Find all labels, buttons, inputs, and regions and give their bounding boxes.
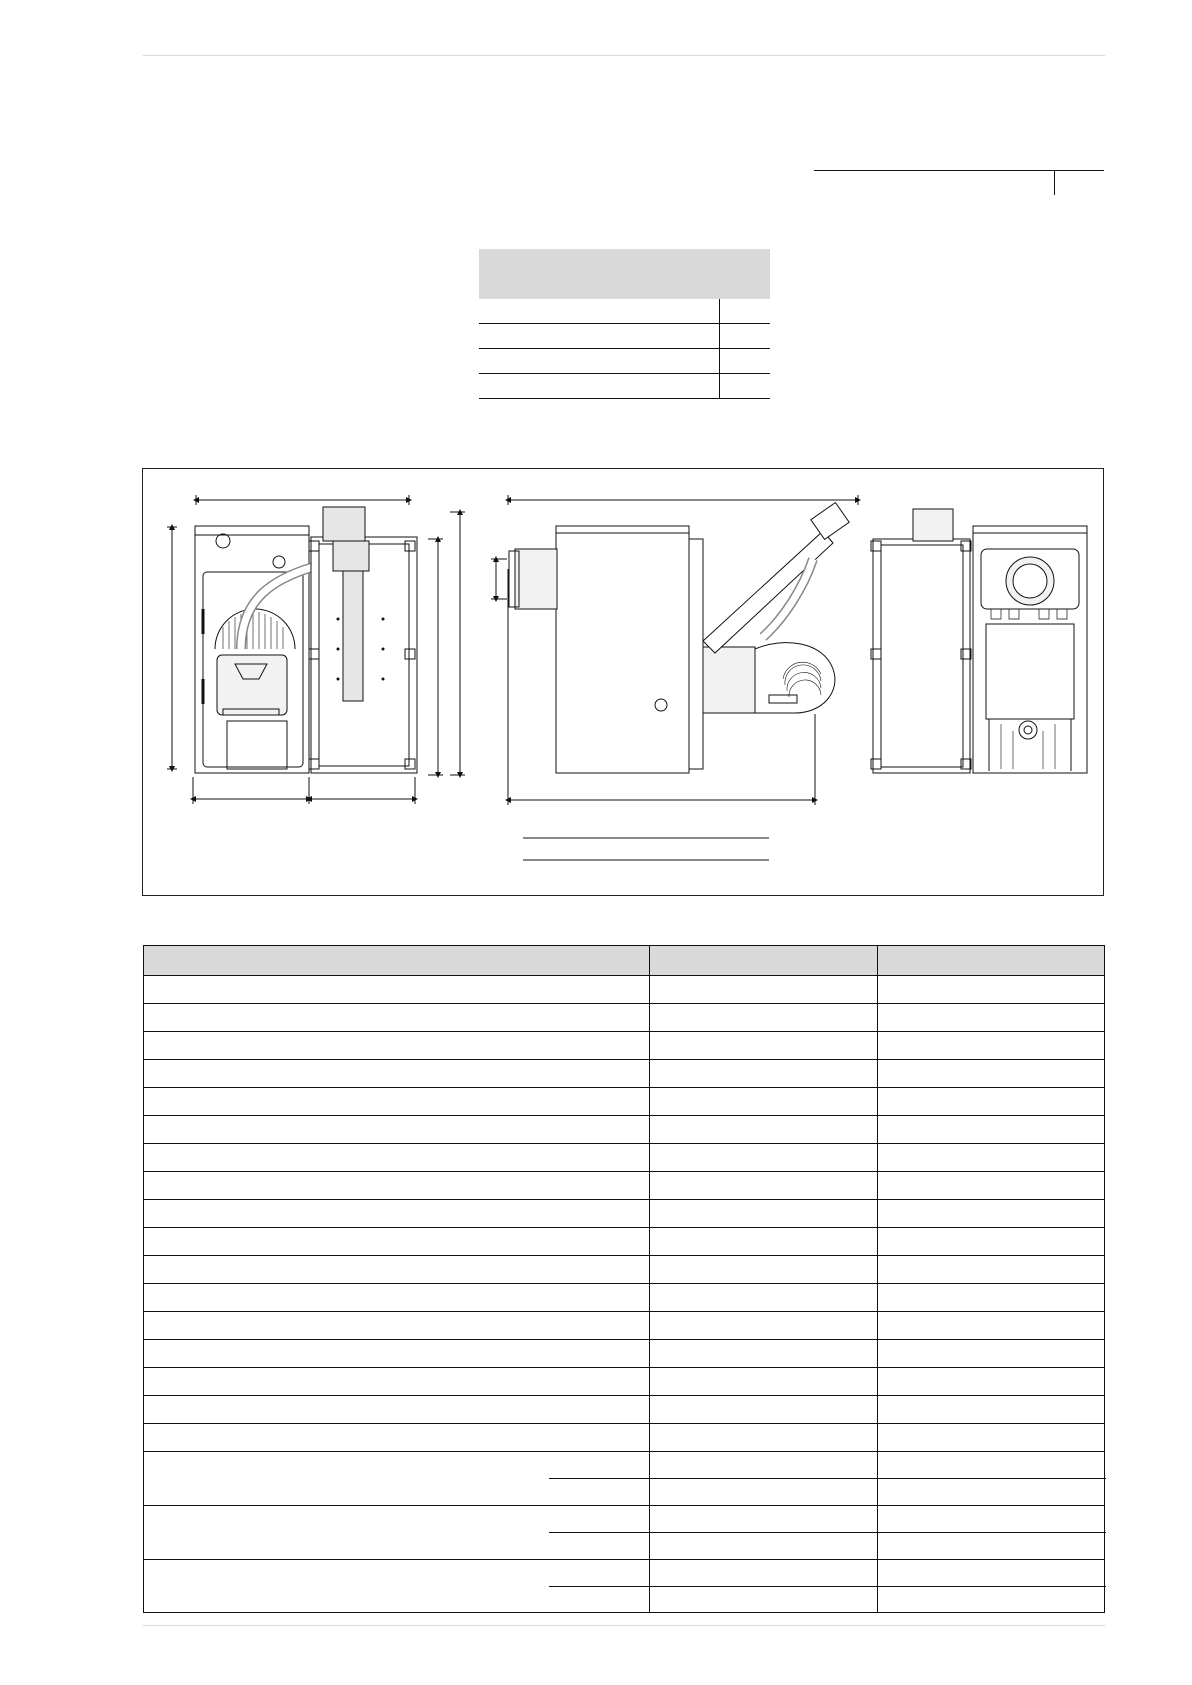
table-row [144,1172,1104,1200]
spec-label [144,1004,150,1031]
summary-row [479,324,770,349]
table-row [144,1312,1104,1340]
table-row [144,1228,1104,1256]
summary-row [479,299,770,324]
group-label [144,1560,150,1612]
spec-label [144,1424,150,1451]
spec-label [144,1032,150,1059]
rear-view [871,509,1087,773]
boiler-drawing [143,469,1103,895]
table-row [144,1396,1104,1424]
grouped-row [144,1560,1104,1612]
grouped-row [144,1506,1104,1560]
spec-table [143,945,1105,1613]
table-row [144,1284,1104,1312]
boiler-dimension-figure [142,468,1104,896]
bottom-rule [143,1625,1105,1626]
group-label [144,1452,150,1505]
side-view [491,495,858,805]
spec-label [144,1312,150,1339]
spec-label [144,976,150,1003]
summary-cell [479,349,720,373]
table-row [144,1424,1104,1452]
table-row [144,1200,1104,1228]
grouped-row [144,1452,1104,1506]
summary-row [479,374,770,399]
front-view [167,495,465,804]
header-divider [1054,170,1055,195]
table-row [144,1256,1104,1284]
spec-table-header [144,946,1104,976]
spec-label [144,1396,150,1423]
table-row [144,1368,1104,1396]
table-row [144,1060,1104,1088]
spec-label [144,1228,150,1255]
spec-label [144,1144,150,1171]
spec-label [144,1200,150,1227]
spec-label [144,1256,150,1283]
table-row [144,1088,1104,1116]
summary-table-header [479,249,770,299]
summary-cell [479,324,720,348]
table-row [144,1116,1104,1144]
summary-row [479,349,770,374]
table-row [144,1144,1104,1172]
spec-label [144,1060,150,1087]
group-label [144,1506,150,1559]
spec-label [144,1368,150,1395]
spec-label [144,1088,150,1115]
summary-cell [479,374,720,398]
table-row [144,976,1104,1004]
spec-col-header [877,946,1103,975]
summary-table [479,249,770,399]
spec-label [144,1284,150,1311]
header-rule [814,170,1104,171]
top-rule [143,55,1105,56]
spec-col-header [649,946,875,975]
table-row [144,1032,1104,1060]
spec-label [144,1340,150,1367]
table-row [144,1004,1104,1032]
spec-col-header [144,946,646,975]
table-row [144,1340,1104,1368]
spec-label [144,1172,150,1199]
summary-cell [479,299,720,323]
spec-label [144,1116,150,1143]
